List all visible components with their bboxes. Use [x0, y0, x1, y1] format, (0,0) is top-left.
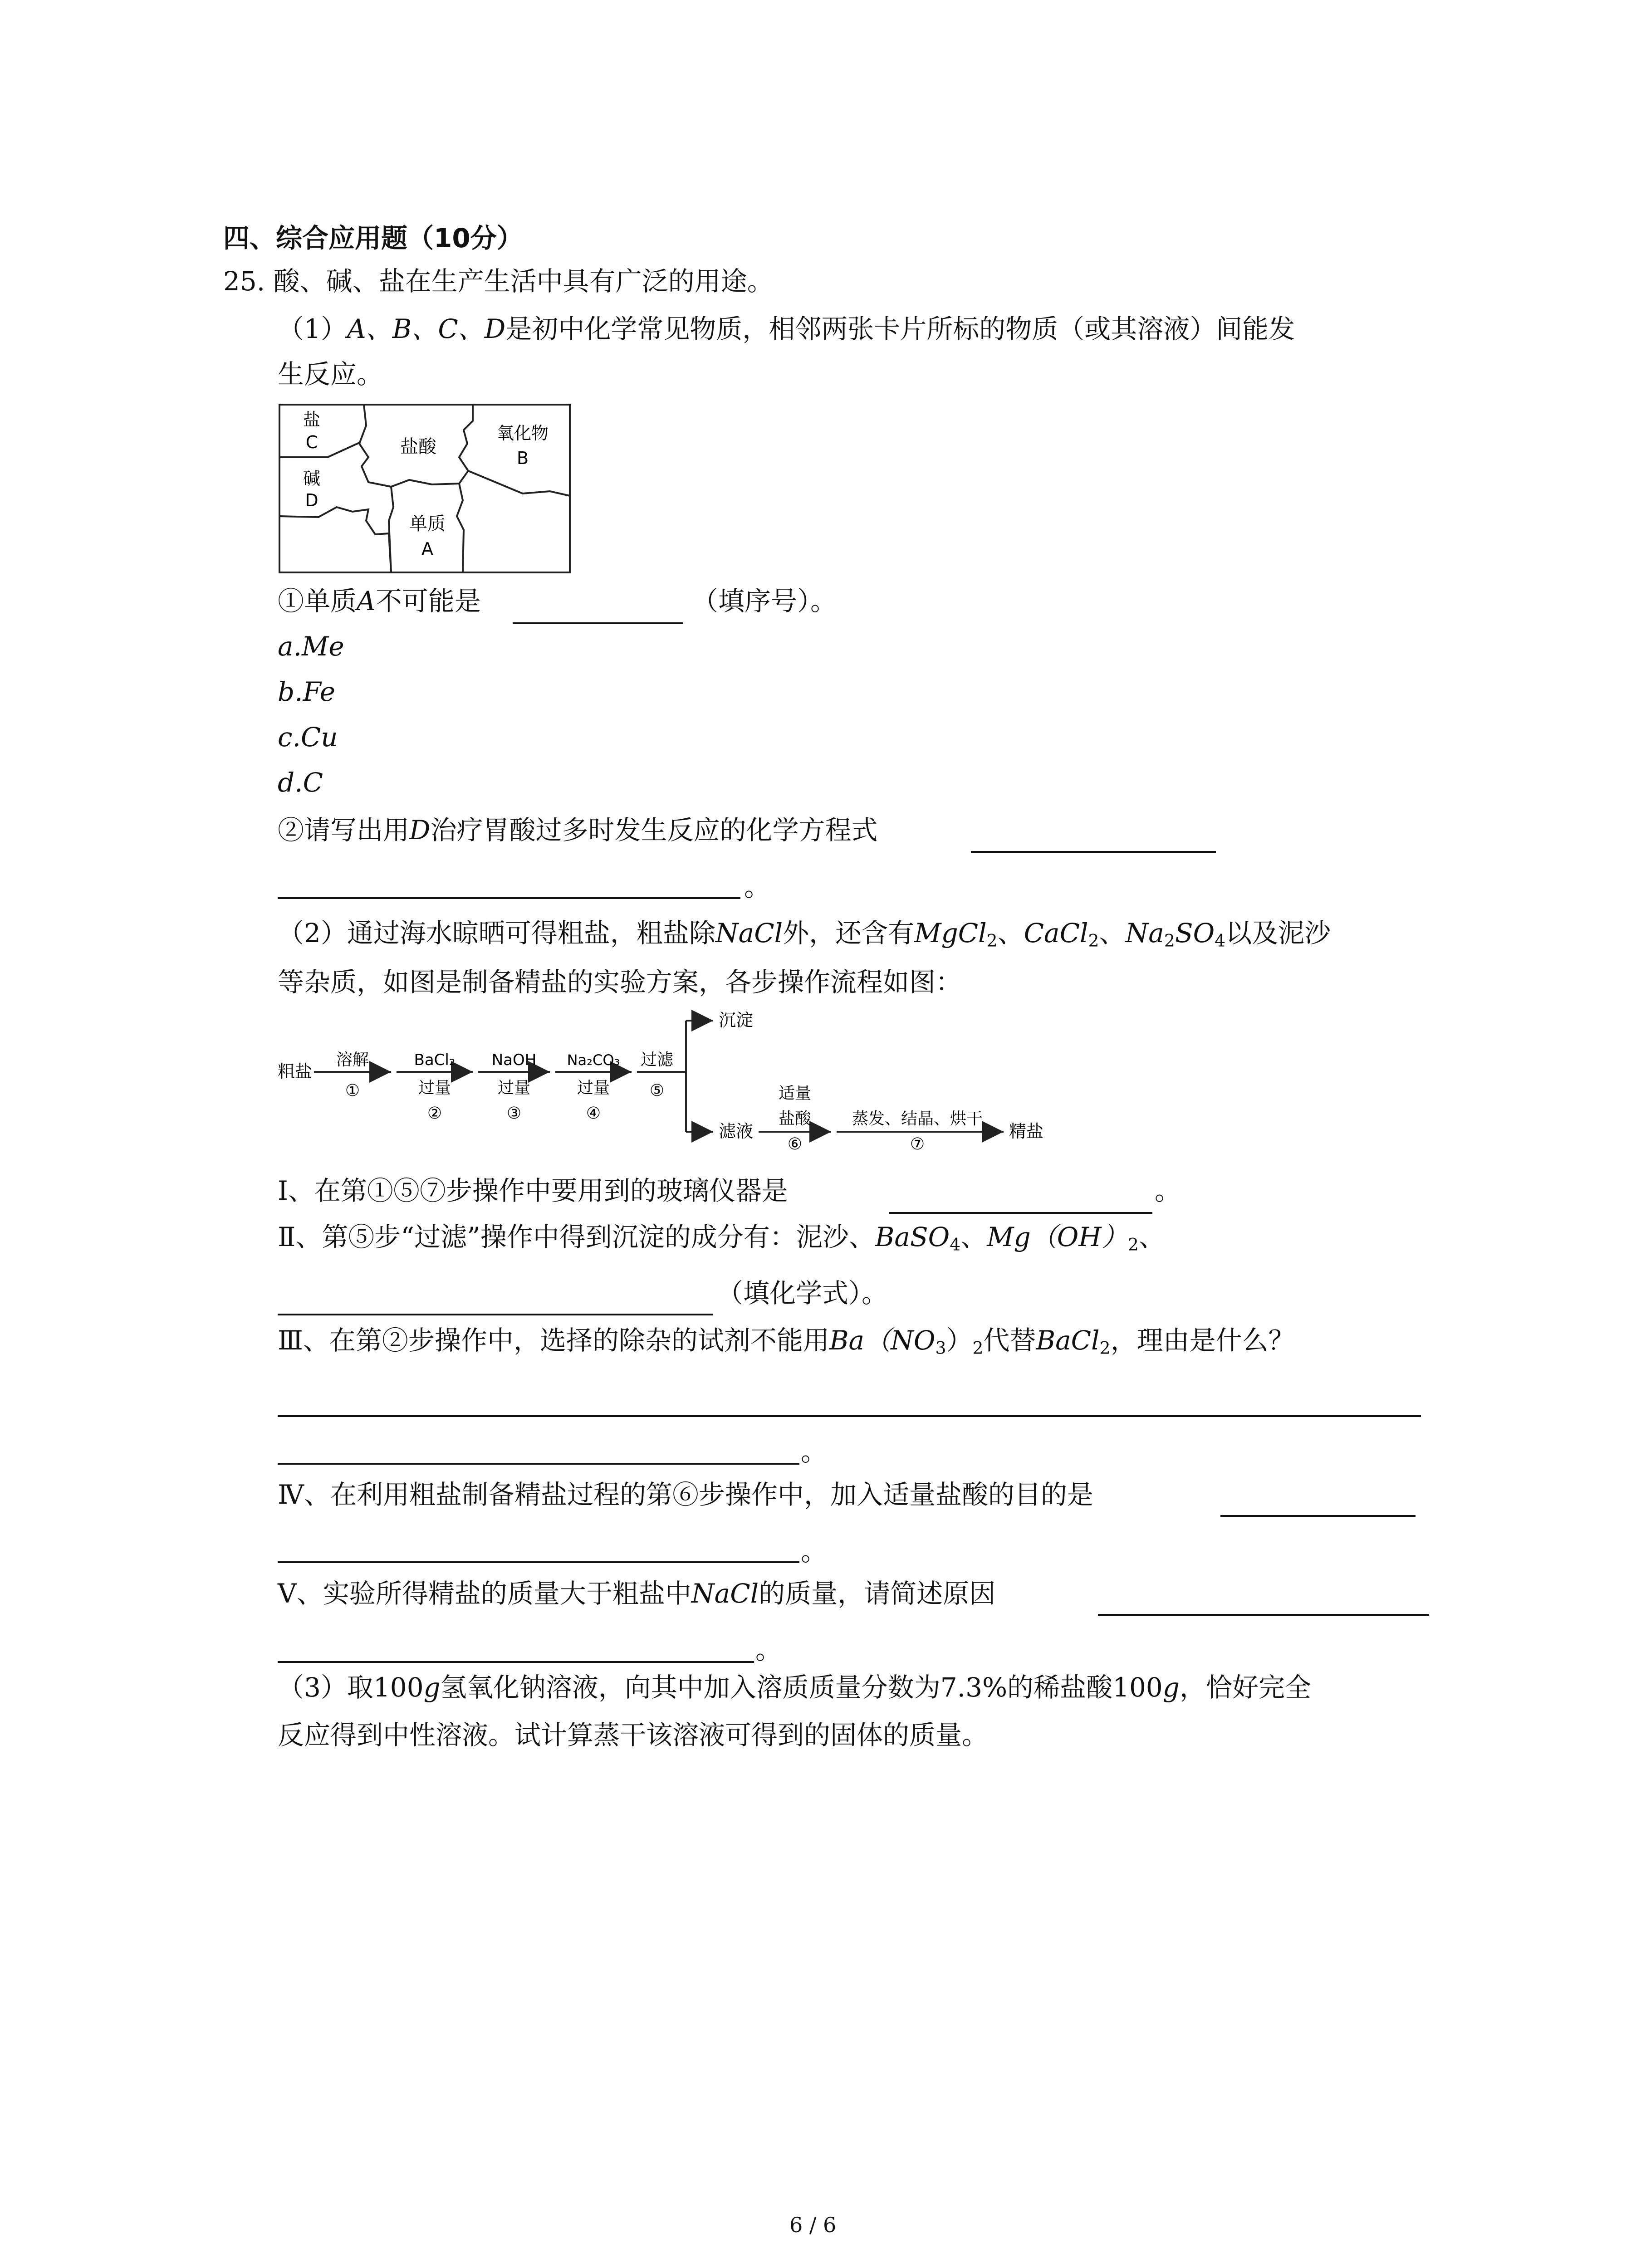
sub2-text-a: ②请写出用 — [278, 815, 410, 846]
unit-g-2: g — [1162, 1672, 1180, 1703]
flow-step4-num: ④ — [586, 1104, 601, 1123]
sub2-text-b: 治疗胃酸过多时发生反应的化学方程式 — [430, 815, 878, 846]
card-oxide-label: 氧化物 — [496, 423, 549, 443]
bacl2-formula: BaCl — [1036, 1325, 1100, 1356]
flow-step6-b: 盐酸 — [778, 1110, 812, 1128]
q3-text-a: Ⅲ、在第②步操作中，选择的除杂的试剂不能用 — [278, 1325, 829, 1356]
q4-end: 。 — [801, 1536, 828, 1567]
flow-step4-qty: 过量 — [577, 1079, 610, 1097]
part1-letters: A、B、C、D — [347, 313, 506, 344]
part2-intro-c: 以及泥沙 — [1225, 918, 1331, 948]
sub1-var: A — [357, 586, 376, 616]
answer-blank-sub2-line1[interactable] — [971, 851, 1216, 853]
part1-intro-line1 — [278, 313, 1295, 345]
sep1: 、 — [997, 918, 1024, 948]
cacl2-formula: CaCl — [1024, 918, 1088, 948]
flow-end: 精盐 — [1009, 1121, 1044, 1141]
flow-step2-num: ② — [427, 1104, 442, 1123]
part3-text-b: 氢氧化钠溶液，向其中加入溶质质量分数为7.3%的稀盐酸100 — [440, 1672, 1163, 1703]
part1-label: （1） — [278, 313, 347, 344]
option-a — [278, 631, 344, 662]
option-d — [278, 767, 323, 798]
flow-step2: BaCl₂ — [414, 1051, 456, 1069]
answer-blank-q3-line2[interactable] — [278, 1463, 799, 1465]
unit-g-1: g — [423, 1672, 441, 1703]
answer-blank-q3-line1[interactable] — [278, 1415, 1421, 1417]
flow-step6-num: ⑥ — [787, 1135, 803, 1152]
part1-intro-text: 是初中化学常见物质，相邻两张卡片所标的物质（或其溶液）间能发 — [505, 313, 1295, 344]
card-hcl-label: 盐酸 — [400, 436, 436, 457]
answer-blank-sub2-line2[interactable] — [278, 897, 740, 899]
card-element-letter: A — [421, 539, 433, 559]
part2-q3: Ⅲ、在第②步操作中，选择的除杂的试剂不能用$Ba(NO_3)_2$代替BaCl$_2$，理由是什么？ — [278, 1325, 1295, 1358]
flow-filtrate: 滤液 — [719, 1121, 754, 1141]
part2-intro-a: （2）通过海水晾晒可得粗盐，粗盐除 — [278, 918, 715, 948]
q5-text-a: Ⅴ、实验所得精盐的质量大于粗盐中 — [278, 1578, 691, 1609]
answer-blank-sub1[interactable] — [513, 622, 683, 624]
card-salt-letter: C — [305, 432, 318, 452]
part2-q4: Ⅳ、在利用粗盐制备精盐过程的第⑥步操作中，加入适量盐酸的目的是 — [278, 1479, 1093, 1510]
q3-end: 。 — [801, 1436, 828, 1467]
flow-step3: NaOH — [491, 1051, 537, 1069]
q2-text-a: Ⅱ、第⑤步“过滤”操作中得到沉淀的成分有：泥沙、 — [278, 1222, 875, 1252]
q5-text-b: 的质量，请简述原因 — [759, 1578, 996, 1609]
flow-step7-num: ⑦ — [910, 1135, 925, 1152]
part2-q5 — [278, 1578, 995, 1609]
answer-blank-q1[interactable] — [889, 1212, 1152, 1214]
flow-step5: 过滤 — [640, 1051, 674, 1069]
q3-text-c: ，理由是什么？ — [1110, 1325, 1295, 1356]
part1-intro-line2: 生反应。 — [278, 359, 383, 390]
card-oxide-letter: B — [516, 448, 529, 468]
sub1-suffix: （填序号）。 — [692, 586, 837, 616]
answer-blank-q4-line2[interactable] — [278, 1561, 799, 1563]
bano3-close: ） — [946, 1325, 973, 1356]
q5-end: 。 — [755, 1634, 782, 1665]
flow-step6-a: 适量 — [778, 1084, 812, 1103]
page-number: 6 / 6 — [789, 2213, 837, 2237]
flow-step7: 蒸发、结晶、烘干 — [852, 1110, 983, 1128]
part2-intro-line1: （2）通过海水晾晒可得粗盐，粗盐除NaCl外，还含有MgCl$_2$、CaCl$_2$、$Na_2SO_4$以及泥沙 — [278, 918, 1331, 951]
flowchart-svg — [278, 1007, 1094, 1152]
part3-text-a: （3）取100 — [278, 1672, 424, 1703]
part2-intro-b: 外，还含有 — [783, 918, 915, 948]
question-number: 25. — [223, 266, 265, 297]
purification-flowchart — [278, 1007, 1094, 1152]
part1-sub1 — [278, 585, 481, 617]
option-a-text: a.Me — [278, 631, 344, 662]
flow-step4: Na₂CO₃ — [567, 1051, 620, 1069]
sep2: 、 — [1099, 918, 1126, 948]
card-base-letter: D — [305, 490, 318, 510]
flow-start: 粗盐 — [278, 1061, 313, 1081]
q2-sep: 、 — [960, 1222, 987, 1252]
sub1-text-a: ①单质 — [278, 586, 357, 616]
card-base-label: 碱 — [303, 469, 321, 489]
part2-q1: Ⅰ、在第①⑤⑦步操作中要用到的玻璃仪器是 — [278, 1175, 788, 1206]
reaction-card-figure — [278, 403, 573, 575]
sub2-var: D — [409, 815, 431, 846]
part1-sub2 — [278, 814, 878, 846]
q5-nacl-formula: NaCl — [691, 1578, 759, 1609]
answer-blank-q5-line1[interactable] — [1098, 1614, 1429, 1616]
card-element-label: 单质 — [409, 513, 446, 534]
part2-intro-line2: 等杂质，如图是制备精盐的实验方案，各步操作流程如图： — [278, 967, 962, 997]
flow-precipitate: 沉淀 — [719, 1010, 754, 1030]
q3-text-b: 代替 — [983, 1325, 1036, 1356]
flow-step1-num: ① — [345, 1081, 360, 1100]
card-diagram — [278, 403, 573, 575]
baso4-formula: BaSO — [875, 1222, 950, 1252]
part3-line2: 反应得到中性溶液。试计算蒸干该溶液可得到的固体的质量。 — [278, 1720, 989, 1750]
part3-line1 — [278, 1672, 1311, 1703]
flow-step5-num: ⑤ — [649, 1081, 665, 1100]
flow-step2-qty: 过量 — [418, 1079, 451, 1097]
answer-blank-q2[interactable] — [278, 1314, 713, 1315]
card-salt-label: 盐 — [303, 410, 321, 430]
na2so4-formula-b: SO — [1175, 918, 1215, 948]
question-25-stem — [223, 265, 774, 297]
option-d-text: d.C — [278, 767, 323, 798]
bano3-formula: Ba（NO — [829, 1325, 936, 1356]
mgcl2-formula: MgCl — [914, 918, 987, 948]
q2-suffix: （填化学式）。 — [717, 1278, 888, 1309]
option-b-text: b.Fe — [278, 676, 335, 707]
flow-step3-num: ③ — [506, 1104, 522, 1123]
option-c — [278, 721, 338, 753]
flow-step1: 溶解 — [336, 1051, 369, 1069]
flow-step3-qty: 过量 — [497, 1079, 531, 1097]
option-b — [278, 676, 335, 708]
q1-end: 。 — [1155, 1175, 1181, 1206]
mgoh2-formula: Mg（OH） — [987, 1222, 1128, 1252]
part3-text-c: ，恰好完全 — [1179, 1672, 1311, 1703]
na2so4-formula-a: Na — [1125, 918, 1164, 948]
option-c-text: c.Cu — [278, 722, 338, 753]
sub2-end: 。 — [744, 871, 771, 902]
answer-blank-q5-line2[interactable] — [278, 1661, 754, 1663]
answer-blank-q4-line1[interactable] — [1220, 1515, 1416, 1517]
question-stem-text: 酸、碱、盐在生产生活中具有广泛的用途。 — [273, 266, 774, 297]
q2-sep2: 、 — [1138, 1222, 1165, 1252]
section-title: 四、综合应用题（10分） — [223, 223, 523, 254]
part2-q2: Ⅱ、第⑤步“过滤”操作中得到沉淀的成分有：泥沙、BaSO$_4$、$Mg(OH)_2$、 — [278, 1222, 1165, 1255]
sub1-text-b: 不可能是 — [375, 586, 481, 616]
nacl-formula: NaCl — [715, 918, 783, 948]
